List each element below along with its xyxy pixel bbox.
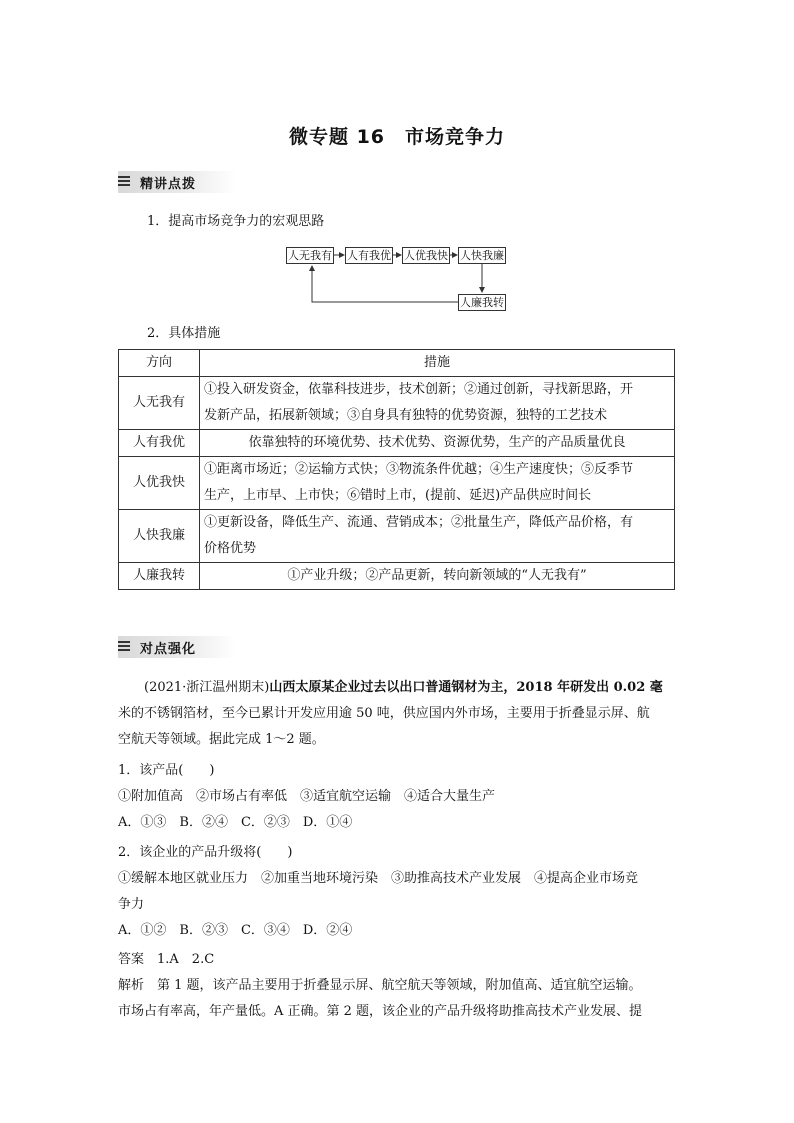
- question-2: [118, 840, 688, 944]
- question-1: [118, 758, 688, 836]
- analysis-line: 市场占有率高，年产量低。A 正确。第 2 题，该企业的产品升级将助推高技术产业发展、提: [118, 1004, 643, 1019]
- answer-block: [118, 947, 688, 1025]
- table-cell-direction: 人廉我转: [119, 563, 200, 590]
- table-cell-direction: 人快我廉: [119, 510, 200, 563]
- page-title: 微专题 16 市场竞争力: [288, 126, 506, 148]
- flow-arrows: [0, 0, 794, 320]
- flow-box-3: 人优我快: [404, 249, 448, 262]
- answer-line: 答案 1.A 2.C: [118, 952, 215, 967]
- table-header-row: [119, 350, 675, 377]
- passage-source: (2021·浙江温州期末): [144, 680, 270, 695]
- table-header-direction: 方向: [119, 350, 200, 377]
- section-heading-label: 精讲点拨: [140, 177, 197, 192]
- table-cell-direction: 人有我优: [119, 430, 200, 457]
- passage-line: [118, 675, 688, 701]
- question-choices: A．①③ B．②④ C．②③ D．①④: [118, 815, 353, 830]
- flow-box-1: 人无我有: [288, 249, 332, 262]
- question-stem: 2．该企业的产品升级将( ): [118, 845, 293, 860]
- flow-box-4: 人快我廉: [460, 249, 504, 262]
- cell-line: 依靠独特的环境优势、技术优势、资源优势，生产的产品质量优良: [248, 435, 626, 450]
- passage: [118, 675, 688, 753]
- table-row: [119, 377, 675, 430]
- cell-line: 生产，上市早、上市快；⑥错时上市，(提前、延迟)产品供应时间长: [204, 488, 592, 503]
- table-cell-measures: [200, 510, 675, 563]
- table-cell-measures: [200, 377, 675, 430]
- table-header-measures: 措施: [200, 350, 675, 377]
- question-stem: 1．该产品( ): [118, 763, 215, 778]
- analysis-line: 解析 第 1 题，该产品主要用于折叠显示屏、航空航天等领域，附加值高、适宜航空运输。: [118, 978, 642, 993]
- item-1-label: 1．提高市场竞争力的宏观思路: [147, 214, 325, 229]
- question-options: ①缓解本地区就业压力 ②加重当地环境污染 ③助推高技术产业发展 ④提高企业市场竞: [118, 871, 639, 886]
- question-options: ①附加值高 ②市场占有率低 ③适宜航空运输 ④适合大量生产: [118, 789, 496, 804]
- passage-text: 山西太原某企业过去以出口普通钢材为主，2018 年研发出 0.02 毫: [269, 680, 663, 695]
- table-cell-direction: 人无我有: [119, 377, 200, 430]
- flow-diagram: [0, 0, 794, 320]
- section-heading-practice: [118, 636, 236, 658]
- item-2-label: 2．具体措施: [147, 326, 221, 341]
- flow-box-5: 人廉我转: [460, 296, 504, 309]
- cell-line: ①产业升级；②产品更新，转向新领域的“人无我有”: [287, 568, 587, 583]
- cell-line: ①投入研发资金，依靠科技进步，技术创新；②通过创新，寻找新思路，开: [204, 382, 634, 397]
- table-cell-direction: 人优我快: [119, 457, 200, 510]
- table-row: [119, 563, 675, 590]
- table-row: [119, 457, 675, 510]
- list-icon: [118, 641, 130, 653]
- question-choices: A．①② B．②③ C．③④ D．②④: [118, 923, 353, 938]
- cell-line: 价格优势: [204, 541, 257, 556]
- flow-box-2: 人有我优: [347, 249, 391, 262]
- question-options: 争力: [118, 897, 145, 912]
- passage-line: 米的不锈钢箔材，至今已累计开发应用逾 50 吨，供应国内外市场，主要用于折叠显示屏、航: [118, 706, 650, 721]
- cell-line: 发新产品，拓展新领域；③自身具有独特的优势资源，独特的工艺技术: [204, 408, 608, 423]
- table-row: [119, 430, 675, 457]
- table-cell-measures: [200, 563, 675, 590]
- table-cell-measures: [200, 457, 675, 510]
- passage-line: 空航天等领域。据此完成 1～2 题。: [118, 732, 325, 747]
- measures-table: [118, 349, 675, 590]
- arrow-5-1: [312, 266, 458, 302]
- table-row: [119, 510, 675, 563]
- cell-line: ①更新设备，降低生产、流通、营销成本；②批量生产，降低产品价格，有: [204, 515, 634, 530]
- section-heading-label: 对点强化: [140, 642, 197, 657]
- cell-line: ①距离市场近；②运输方式快；③物流条件优越；④生产速度快；⑤反季节: [204, 462, 634, 477]
- table-cell-measures: [200, 430, 675, 457]
